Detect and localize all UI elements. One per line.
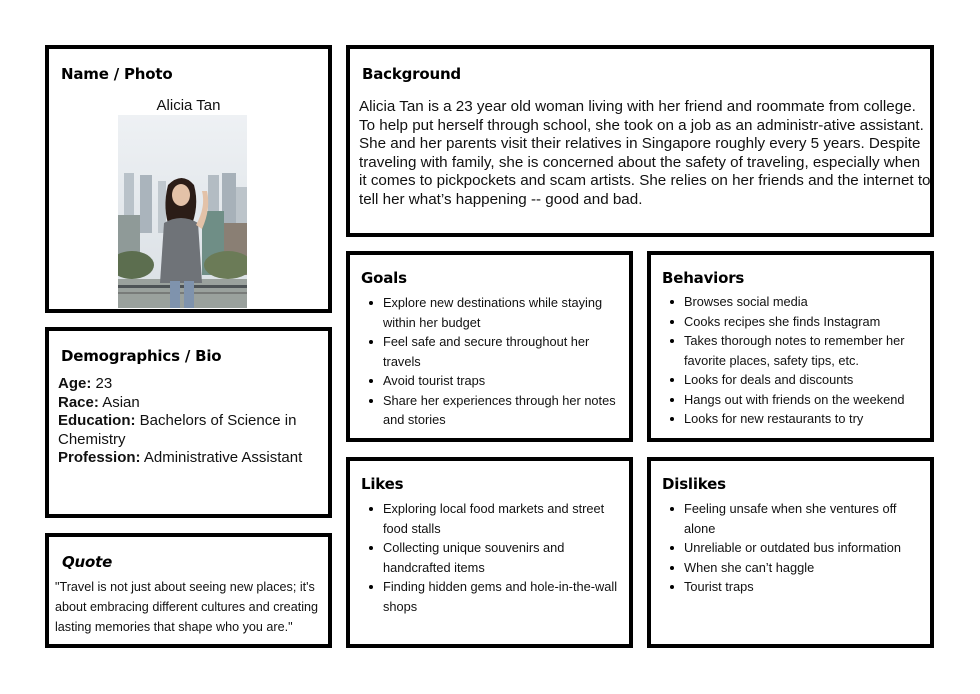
demo-profession: Profession: Administrative Assistant [58, 449, 303, 467]
list-item: Share her experiences through her notes and stories [364, 391, 623, 430]
behaviors-card [647, 251, 934, 442]
quote-card [45, 533, 332, 648]
list-item: Avoid tourist traps [364, 371, 623, 391]
demographics-list [58, 375, 330, 468]
goals-list [364, 293, 623, 430]
demo-age: Age: 23 [58, 375, 113, 392]
list-item: Finding hidden gems and hole-in-the-wall shops [364, 577, 623, 616]
quote-title: Quote [62, 553, 113, 571]
dislikes-title: Dislikes [662, 475, 726, 493]
list-item: Feel safe and secure throughout her travels [364, 332, 623, 371]
list-item: Exploring local food markets and street food stalls [364, 499, 623, 538]
list-item: Cooks recipes she finds Instagram [665, 312, 924, 332]
list-item: Explore new destinations while staying within her budget [364, 293, 623, 332]
list-item: When she can’t haggle [665, 558, 924, 578]
list-item: Tourist traps [665, 577, 924, 597]
name-photo-title: Name / Photo [61, 65, 173, 83]
list-item: Browses social media [665, 292, 924, 312]
list-item: Hangs out with friends on the weekend [665, 390, 924, 410]
list-item: Looks for deals and discounts [665, 370, 924, 390]
likes-card [346, 457, 633, 648]
goals-title: Goals [361, 269, 407, 287]
persona-photo [118, 115, 247, 308]
dislikes-list [665, 499, 924, 597]
likes-list [364, 499, 623, 616]
list-item: Takes thorough notes to remember her favorite places, safety tips, etc. [665, 331, 924, 370]
demographics-card [45, 327, 332, 518]
background-text: Alicia Tan is a 23 year old woman living with her friend and roommate from college. To help put herself through school, she took on a job as an administr-ative assistant. She and her parents visit their relatives in Singapore roughly every 5 years. Despite traveling with family, she is concerned about the safety of traveling, especially when it comes to pickpockets and scam artists. She relies on her friends and the internet to tell her what’s happening -- good and bad. [359, 98, 931, 208]
quote-text: "Travel is not just about seeing new places; it's about embracing different cultures and creating lasting memories that shape who you are." [55, 580, 318, 634]
name-photo-card [45, 45, 332, 313]
demo-race: Race: Asian [58, 393, 140, 411]
list-item: Looks for new restaurants to try [665, 409, 924, 429]
persona-photo-illustration [118, 115, 247, 308]
demographics-title: Demographics / Bio [61, 347, 222, 365]
list-item: Feeling unsafe when she ventures off alone [665, 499, 924, 538]
demo-education: Education: Bachelors of Science in Chemistry [58, 412, 297, 448]
likes-title: Likes [361, 475, 404, 493]
persona-name: Alicia Tan [156, 97, 221, 114]
background-title: Background [362, 65, 461, 83]
dislikes-card [647, 457, 934, 648]
list-item: Collecting unique souvenirs and handcrafted items [364, 538, 623, 577]
background-card [346, 45, 934, 237]
goals-card [346, 251, 633, 442]
behaviors-title: Behaviors [662, 269, 745, 287]
behaviors-list [665, 292, 924, 429]
list-item: Unreliable or outdated bus information [665, 538, 924, 558]
